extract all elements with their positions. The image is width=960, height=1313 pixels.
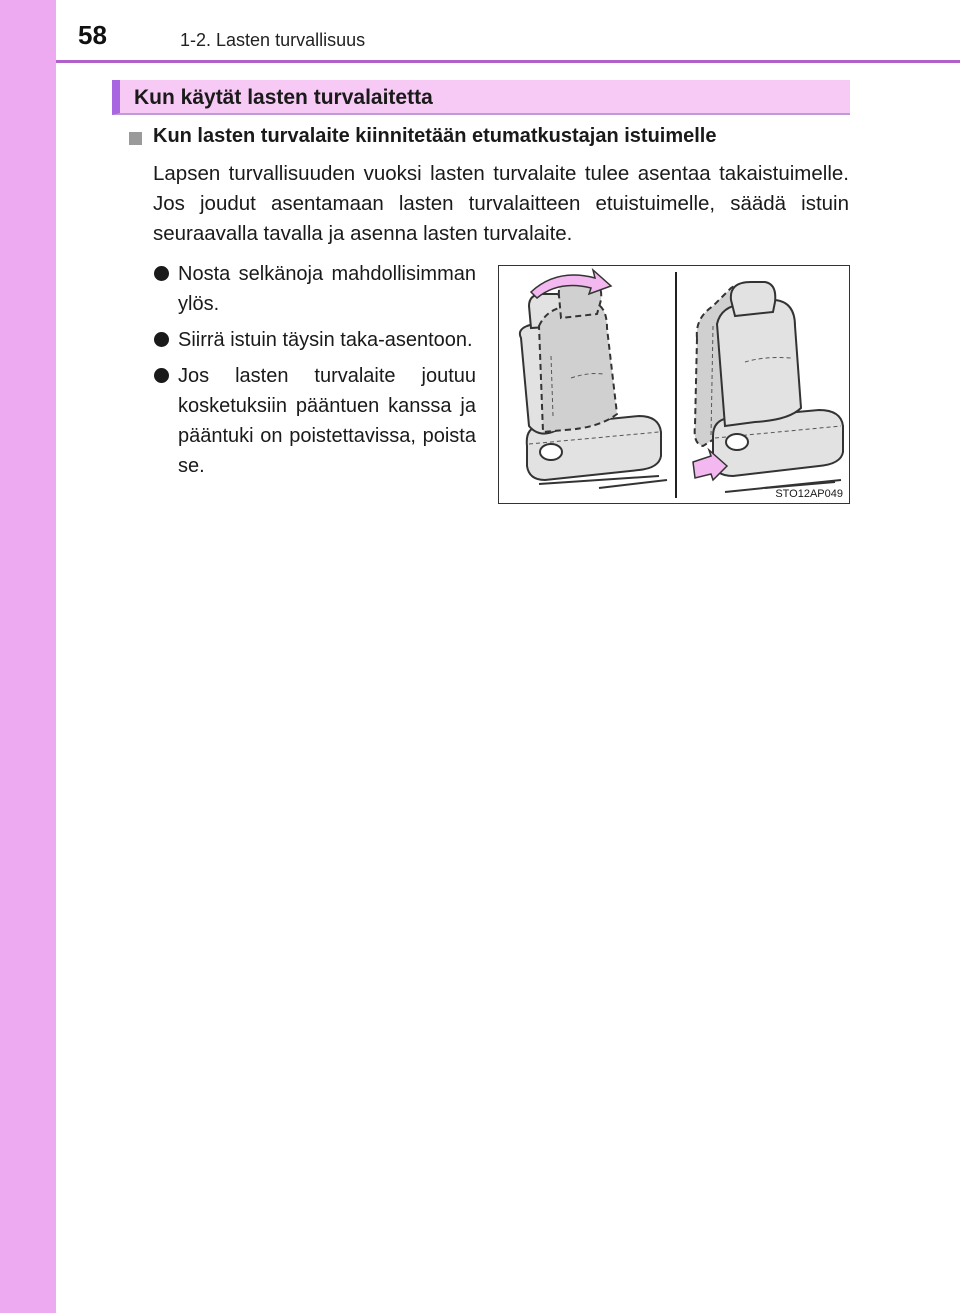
left-seat-icon <box>520 270 667 488</box>
seat-adjustment-figure <box>498 265 850 504</box>
list-item <box>154 361 476 481</box>
bullet-icon <box>154 368 169 383</box>
list-item <box>154 325 476 355</box>
section-title-box <box>112 80 850 115</box>
body-paragraph: Lapsen turvallisuuden vuoksi lasten turvalaite tulee asentaa takaistuimelle. Jos joudut asentamaan lasten turvalaitteen etuistuimelle, säädä istuin seuraavalla tavalla ja asenna lasten turvalaite. <box>153 162 849 245</box>
list-item-text: Nosta selkänoja mahdollisimman ylös. <box>178 263 476 315</box>
header-rule <box>56 60 960 63</box>
seat-illustration <box>499 266 849 503</box>
section-title: Kun käytät lasten turvalaitetta <box>134 86 433 109</box>
bullet-icon <box>154 266 169 281</box>
list-item-text: Siirrä istuin täysin taka-asentoon. <box>178 329 473 351</box>
right-seat-icon <box>693 282 843 492</box>
subheading-square-icon <box>129 132 142 145</box>
bullet-icon <box>154 332 169 347</box>
instruction-list <box>154 259 476 487</box>
side-color-bar <box>0 0 56 1313</box>
list-item <box>154 259 476 319</box>
figure-code: STO12AP049 <box>775 488 843 500</box>
chapter-title: 1-2. Lasten turvallisuus <box>180 30 366 50</box>
page-number: 58 <box>78 20 107 50</box>
subsection-heading: Kun lasten turvalaite kiinnitetään etumatkustajan istuimelle <box>153 125 717 147</box>
list-item-text: Jos lasten turvalaite joutuu kosketuksiin pääntuen kanssa ja pääntuki on poistettavissa, poista se. <box>178 365 476 477</box>
